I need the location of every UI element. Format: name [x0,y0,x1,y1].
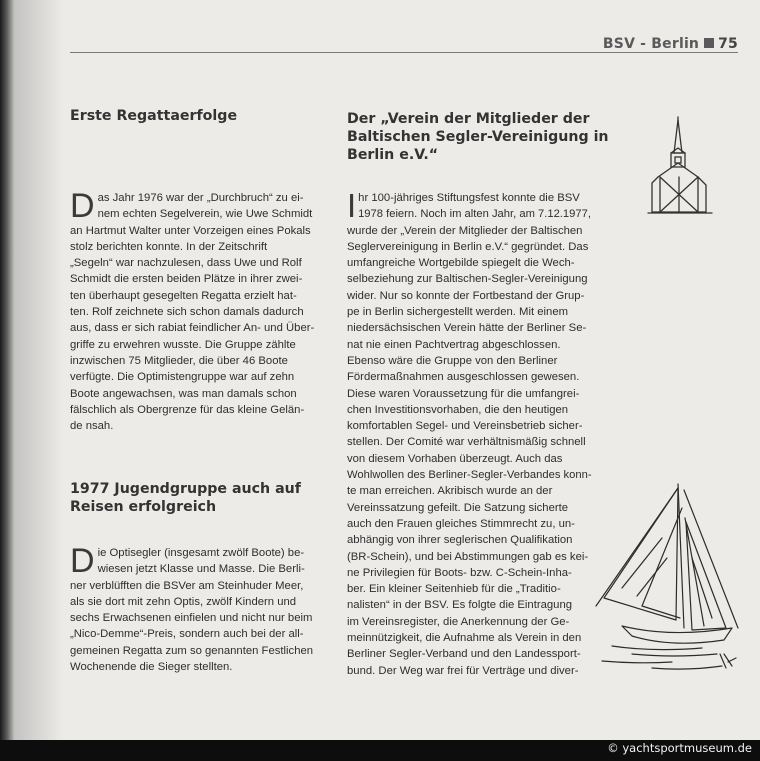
text-line: de nsah. [70,420,114,433]
text-line: niedersächsischen Verein hätte der Berliner Se- [347,322,587,335]
text-line: ie Optisegler (insgesamt zwölf Boote) be- [97,547,305,559]
text-line: Diese waren Voraussetzung für die umfangrei- [347,387,580,400]
text-line: ten überhaupt gesegelten Regatta erzielt hat- [70,289,297,302]
text-line: hr 100-jähriges Stiftungsfest konnte die BSV [358,192,580,204]
text-line: griffe zu erwehren wusste. Die Gruppe zählte [70,338,296,351]
paragraph-regattaerfolge [70,187,320,434]
text-line: wurde der „Verein der Mitglieder der Baltischen [347,224,583,237]
text-line: verfügte. Die Optimistengruppe war auf zehn [70,371,295,384]
text-line: komfortablen Segel- und Vereinsbetrieb sicher- [347,420,583,433]
heading-line: 1977 Jugendgruppe auch auf [70,481,301,497]
heading-erste-regattaerfolge: Erste Regattaerfolge [70,108,238,124]
text-line: „Nico-Demme“-Preis, sondern auch bei der all- [70,628,304,641]
text-line: auch den Frauen gleiches Stimmrecht zu, un- [347,517,575,530]
copyright-watermark: © yachtsportmuseum.de [607,741,752,755]
text-line: Seglervereinigung in Berlin e.V.“ gegründet. Das [347,240,589,253]
text-line: ber. Ein kleiner Seitenhieb für die „Traditio- [347,583,561,596]
heading-line: Berlin e.V.“ [347,147,439,163]
dropcap: D [70,187,95,225]
text-line: ten. Rolf zeichnete sich schon damals dadurch [70,306,304,319]
text-line: „Segeln“ war nachzulesen, dass Uwe und Rolf [70,257,302,270]
paragraph-verein [347,187,592,679]
text-line: an Hartmut Walter unter Vorzeigen eines Pokals [70,224,311,237]
sailboat-sketch-icon [592,478,742,678]
text-line: wider. Nur so konnte der Fortbestand der Grup- [347,289,585,302]
gutter-fade [14,0,64,740]
text-line: Boote angewachsen, was man damals schon [70,387,297,400]
running-head [603,36,738,52]
dropcap: I [347,187,357,224]
text-line: stolz berichten konnte. In der Zeitschrift [70,240,268,253]
text-line: stellen. Der Comité war verhältnismäßig schnell [347,436,586,449]
text-line: Berliner Segler-Verband und den Landessport- [347,648,581,661]
text-line: nat nie einen Pachtvertrag abgeschlossen. [347,338,561,351]
heading-line: Baltischen Segler-Vereinigung in [347,129,609,145]
page-number: 75 [718,36,738,52]
text-line: ne Privilegien für Boots- bzw. C-Schein-Inha- [347,566,572,579]
heading-line: Der „Verein der Mitglieder der [347,111,590,127]
section-title: BSV - Berlin [602,36,700,52]
text-line: Schmidt die ersten beiden Plätze in ihrer zwei- [70,273,303,286]
header-rule [70,52,738,53]
text-line: von diesem Vorhaben überzeugt. Auch das [347,452,563,465]
text-line: (BR-Schein), und bei Abstimmungen gab es kei- [347,550,589,563]
church-sketch-icon [640,115,720,220]
text-line: selbeziehung zur Baltischen-Segler-Vereinigung [347,273,588,286]
text-line: abhängig von ihrer seglerischen Qualifikation [347,534,573,547]
text-line: Fördermaßnahmen ausgeschlossen gewesen. [347,371,580,384]
paragraph-jugendgruppe [70,542,320,675]
text-line: bund. Der Weg war frei für Verträge und diver- [347,664,579,677]
text-line: fälschlich als Obergrenze für das kleine Gelän- [70,403,305,416]
text-line: im Vereinsregister, die Anerkennung der Ge- [347,615,570,628]
text-line: te man erreichen. Akribisch wurde an der [347,485,553,498]
text-line: inzwischen 75 Mitglieder, die über 46 Boote [70,354,288,367]
text-line: ner verblüfften die BSVer am Steinhuder Meer, [70,579,304,592]
dropcap: D [70,542,95,580]
text-line: nem echten Segelverein, wie Uwe Schmidt [97,208,313,221]
text-line: Wohlwollen des Berliner-Segler-Verbandes konn- [347,469,592,482]
text-line: nalisten“ in der BSV. Es folgte die Eintragung [347,599,573,612]
square-icon [704,38,714,48]
text-line: 1978 feiern. Noch im alten Jahr, am 7.12.1977, [358,208,591,221]
text-line: umfangreiche Wortgebilde spiegelt die Wech- [347,257,575,270]
book-gutter-shadow [0,0,14,740]
heading-verein-der-mitglieder [347,110,609,164]
text-line: Vereinssatzung gefeilt. Die Satzung sicherte [347,501,569,514]
heading-line: Reisen erfolgreich [70,499,217,515]
text-line: Wochenende die Sieger stellten. [70,661,233,674]
text-line: als sie dort mit zehn Optis, zwölf Kindern und [70,595,297,608]
text-line: meinnützigkeit, die Aufnahme als Verein in den [347,632,582,645]
text-line: pe in Berlin sichergestellt werden. Mit einem [347,306,569,319]
text-line: chen Investitionsvorhaben, die den heutigen [347,403,569,416]
text-line: Ebenso wäre die Gruppe von den Berliner [347,354,558,367]
text-line: sechs Erwachsenen einfielen und nicht nur beim [70,612,313,625]
text-line: gemeinen Regatta zum so genannten Festlichen [70,644,314,657]
heading-jugendgruppe [70,480,301,516]
text-line: aus, dass er sich rabiat feindlicher An- und Über- [70,322,315,335]
text-line: wiesen jetzt Klasse und Masse. Die Berli- [97,563,305,576]
text-line: as Jahr 1976 war der „Durchbruch“ zu ei- [97,192,304,204]
